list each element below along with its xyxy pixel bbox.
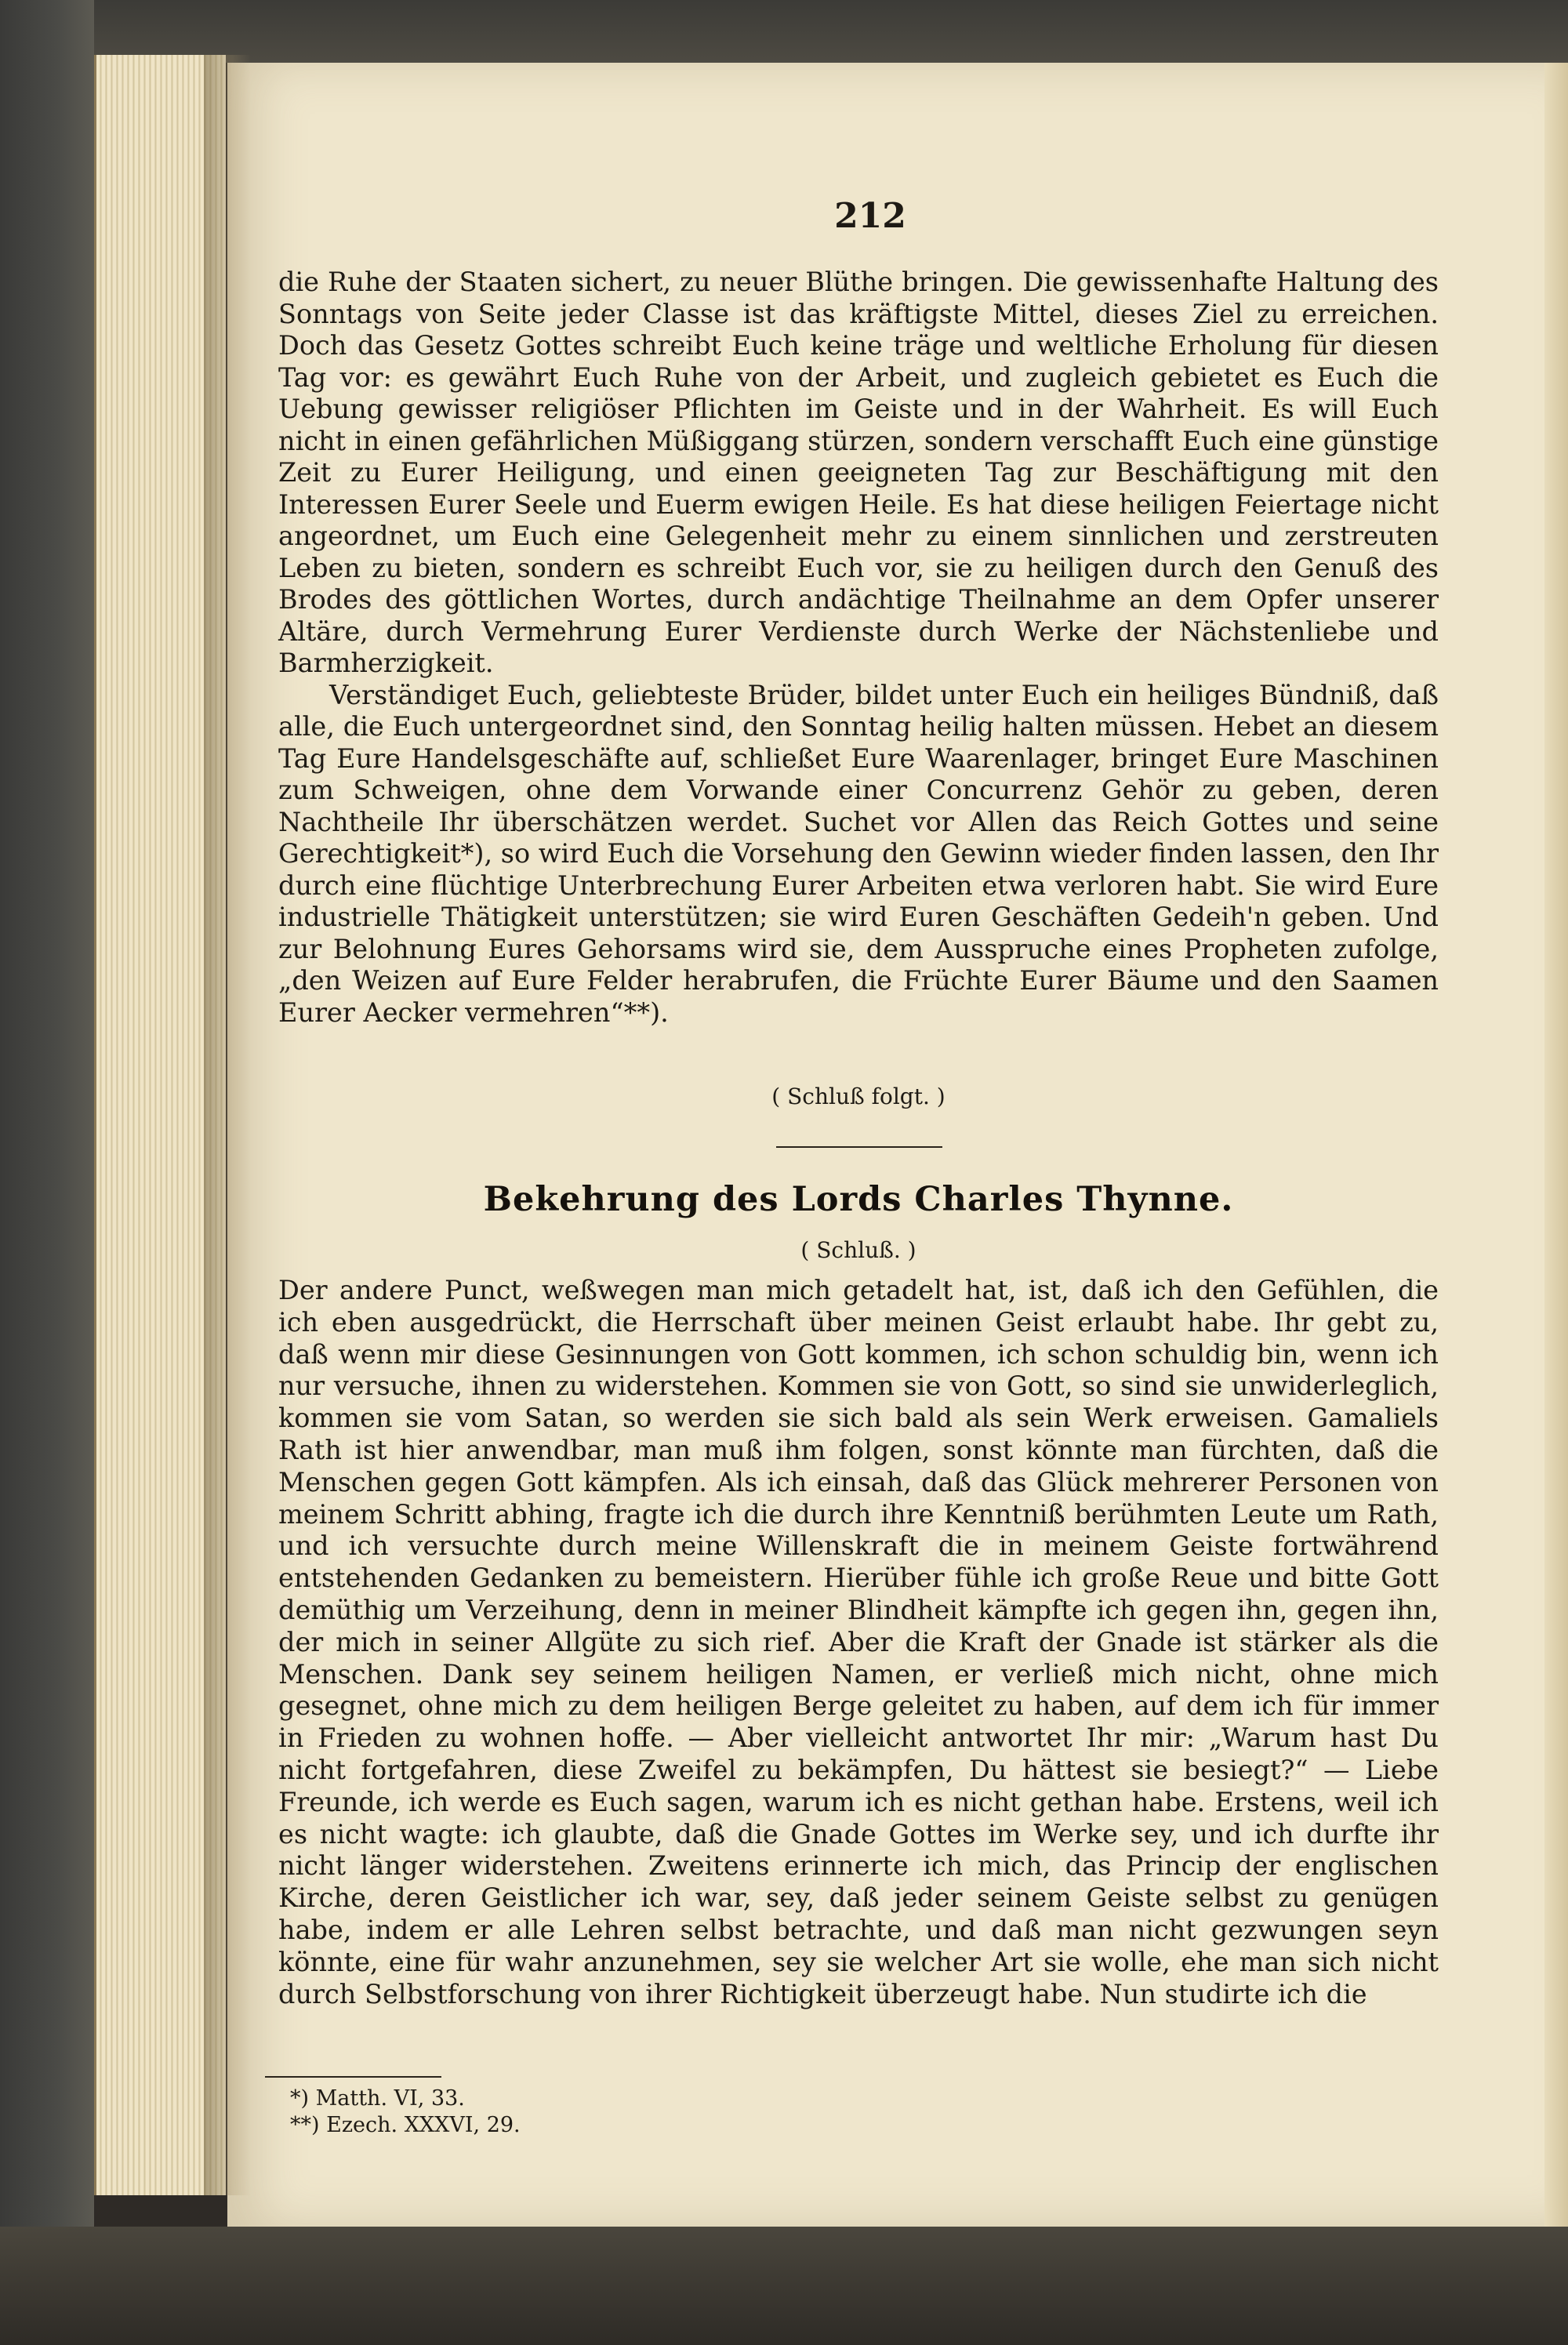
footnote-divider <box>265 2076 441 2078</box>
binding-shadow <box>204 55 251 2195</box>
scanner-surround-left <box>0 0 94 2345</box>
article-two-paragraph: Der andere Punct, weßwegen man mich getadelt hat, ist, daß ich den Gefühlen, die ich eben ausgedrückt, die Herrschaft über meinen Geist erlaubt habe. Ihr gebt zu, daß wenn mir diese Gesinnungen von Gott kommen, ich schon schuldig bin, wenn ich nur versuche, ihnen zu widerstehen. Kommen sie von Gott, so sind sie unwiderleglich, kommen sie vom Satan, so werden sie sich bald als sein Werk erweisen. Gamaliels Rath ist hier anwendbar, man muß ihm folgen, sonst könnte man fürchten, daß die Menschen gegen Gott kämpfen. Als ich einsah, daß das Glück mehrerer Personen von meinem Schritt abhing, fragte ich die durch ihre Kenntniß berühmten Leute um Rath, und ich versuchte durch meine Willenskraft die in meinem Geiste fortwährend entstehenden Gedanken zu bemeistern. Hierüber fühle ich große Reue und bitte Gott demüthig um Verzeihung, denn in meiner Blindheit kämpfte ich gegen ihn, gegen ihn, der mich in seiner Allgüte zu sich rief. Aber die Kraft der Gnade ist stärker als die Menschen. Dank sey seinem heiligen Namen, er verließ mich nicht, ohne mich gesegnet, ohne mich zu dem heiligen Berge geleitet zu haben, auf dem ich für immer in Frieden zu wohnen hoffe. — Aber vielleicht antwortet Ihr mir: „Warum hast Du nicht fortgefahren, diese Zweifel zu bekämpfen, Du hättest sie besiegt?“ — Liebe Freunde, ich werde es Euch sagen, warum ich es nicht gethan habe. Erstens, weil ich es nicht wagte: ich glaubte, daß die Gnade Gottes im Werke sey, und ich durfte ihr nicht länger widerstehen. Zweitens erinnerte ich mich, das Princip der englischen Kirche, deren Geistlicher ich war, sey, daß jeder seinem Geiste selbst zu genügen habe, indem er alle Lehren selbst betrachte, und daß man nicht gezwungen seyn könnte, eine für wahr anzunehmen, sey sie welcher Art sie wolle, ehe man sich nicht durch Selbstforschung von ihrer Richtigkeit überzeugt habe. Nun studirte ich die <box>278 1275 1439 2009</box>
article-one-body <box>278 267 1439 1029</box>
page-number: 212 <box>834 196 906 236</box>
scanner-surround-top <box>0 0 1568 63</box>
article-one-paragraph: Verständiget Euch, geliebteste Brüder, bildet unter Euch ein heiliges Bündniß, daß alle, die Euch untergeordnet sind, den Sonntag heilig halten müssen. Hebet an diesem Tag Eure Handelsgeschäfte auf, schließet Eure Waarenlager, bringet Eure Maschinen zum Schweigen, ohne dem Vorwande einer Concurrenz Gehör zu geben, deren Nachtheile Ihr überschätzen werdet. Suchet vor Allen das Reich Gottes und seine Gerechtigkeit*), so wird Euch die Vorsehung den Gewinn wieder finden lassen, den Ihr durch eine flüchtige Unterbrechung Eurer Arbeiten etwa verloren habt. Sie wird Eure industrielle Thätigkeit unterstützen; sie wird Euren Geschäften Gedeih'n geben. Und zur Belohnung Eures Gehorsams wird sie, dem Ausspruche eines Propheten zufolge, „den Weizen auf Eure Felder herabrufen, die Früchte Eurer Bäume und den Saamen Eurer Aecker vermehren“**). <box>278 679 1439 1028</box>
section-divider <box>776 1146 942 1148</box>
footnote: **) Ezech. XXXVI, 29. <box>290 2113 521 2137</box>
article-two-subtitle: ( Schluß. ) <box>800 1237 916 1263</box>
article-two-title: Bekehrung des Lords Charles Thynne. <box>483 1180 1234 1219</box>
footnotes <box>290 2085 521 2139</box>
scanner-surround-bottom <box>0 2227 1568 2345</box>
article-two-body <box>278 1275 1439 2010</box>
page-right-edge <box>1544 63 1568 2227</box>
article-one-paragraph: die Ruhe der Staaten sichert, zu neuer Blüthe bringen. Die gewissenhafte Haltung des Sonntags von Seite jeder Classe ist das kräftigste Mittel, dieses Ziel zu erreichen. Doch das Gesetz Gottes schreibt Euch keine träge und weltliche Erholung für diesen Tag vor: es gewährt Euch Ruhe von der Arbeit, und zugleich gebietet es Euch die Uebung gewisser religiöser Pflichten im Geiste und in der Wahrheit. Es will Euch nicht in einen gefährlichen Müßiggang stürzen, sondern verschafft Euch eine günstige Zeit zu Eurer Heiligung, und einen geeigneten Tag zur Beschäftigung mit den Interessen Eurer Seele und Euerm ewigen Heile. Es hat diese heiligen Feiertage nicht angeordnet, um Euch eine Gelegenheit mehr zu einem sinnlichen und zerstreuten Leben zu bieten, sondern es schreibt Euch vor, sie zu heiligen durch den Genuß des Brodes des göttlichen Wortes, durch andächtige Theilnahme an dem Opfer unserer Altäre, durch Vermehrung Eurer Verdienste durch Werke der Nächstenliebe und Barmherzigkeit. <box>278 267 1439 678</box>
footnote: *) Matth. VI, 33. <box>290 2086 465 2111</box>
continuation-note: ( Schluß folgt. ) <box>771 1084 946 1109</box>
